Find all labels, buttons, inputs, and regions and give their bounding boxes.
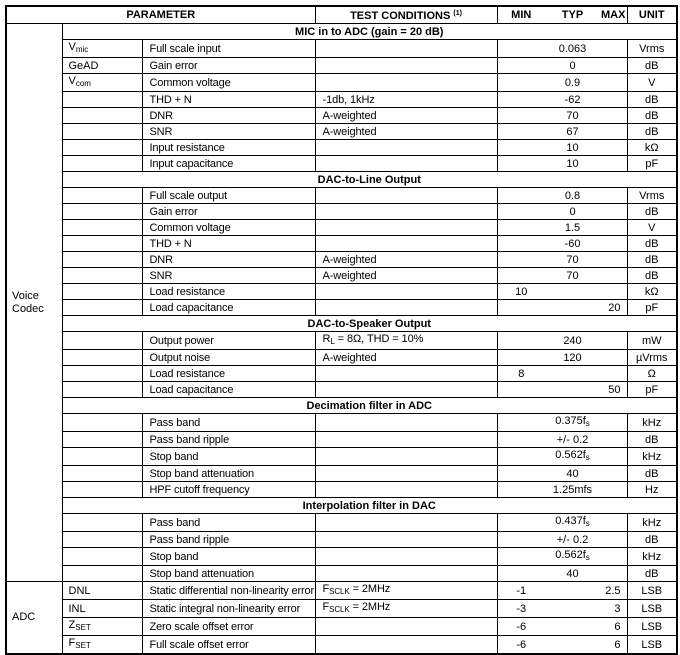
parameter-description: Zero scale offset error bbox=[142, 618, 315, 636]
spec-row bbox=[6, 58, 677, 74]
typ-value: +/- 0.2 bbox=[545, 532, 600, 548]
typ-value: 0.8 bbox=[545, 188, 600, 204]
symbol bbox=[62, 140, 142, 156]
min-value bbox=[497, 432, 545, 448]
section-row bbox=[6, 398, 677, 414]
typ-value: 0.063 bbox=[545, 40, 600, 58]
symbol bbox=[62, 414, 142, 432]
min-value bbox=[497, 382, 545, 398]
col-header-typ: TYP bbox=[545, 6, 600, 24]
symbol: $F_{SET}$ bbox=[62, 636, 142, 655]
unit: dB bbox=[627, 108, 677, 124]
symbol bbox=[62, 108, 142, 124]
min-value: 10 bbox=[497, 284, 545, 300]
min-value: -3 bbox=[497, 600, 545, 618]
spec-row bbox=[6, 252, 677, 268]
typ-value bbox=[545, 618, 600, 636]
max-value: 6 bbox=[600, 618, 627, 636]
symbol bbox=[62, 236, 142, 252]
symbol: DNL bbox=[62, 582, 142, 600]
min-value bbox=[497, 532, 545, 548]
typ-value: 40 bbox=[545, 566, 600, 582]
spec-row bbox=[6, 268, 677, 284]
max-value bbox=[600, 58, 627, 74]
max-value: 2.5 bbox=[600, 582, 627, 600]
test-condition bbox=[315, 220, 497, 236]
symbol bbox=[62, 204, 142, 220]
min-value bbox=[497, 40, 545, 58]
symbol bbox=[62, 448, 142, 466]
section-title: DAC-to-Line Output bbox=[62, 172, 677, 188]
col-header-test-conditions: TEST CONDITIONS $^{(1)}$ bbox=[315, 6, 497, 24]
typ-value: 40 bbox=[545, 466, 600, 482]
max-value bbox=[600, 220, 627, 236]
section-title: Interpolation filter in DAC bbox=[62, 498, 677, 514]
max-value bbox=[600, 108, 627, 124]
spec-row bbox=[6, 600, 677, 618]
spec-row bbox=[6, 350, 677, 366]
parameter-description: Gain error bbox=[142, 204, 315, 220]
min-value bbox=[497, 332, 545, 350]
spec-row bbox=[6, 140, 677, 156]
test-condition bbox=[315, 188, 497, 204]
section-row bbox=[6, 498, 677, 514]
unit: Vrms bbox=[627, 40, 677, 58]
max-value bbox=[600, 156, 627, 172]
test-condition bbox=[315, 432, 497, 448]
symbol bbox=[62, 220, 142, 236]
unit: Ω bbox=[627, 366, 677, 382]
symbol bbox=[62, 268, 142, 284]
min-value: -6 bbox=[497, 618, 545, 636]
parameter-description: Static differential non-linearity error bbox=[142, 582, 315, 600]
symbol bbox=[62, 252, 142, 268]
symbol bbox=[62, 432, 142, 448]
spec-row bbox=[6, 414, 677, 432]
spec-row bbox=[6, 366, 677, 382]
symbol bbox=[62, 532, 142, 548]
symbol: GeAD bbox=[62, 58, 142, 74]
parameter-description: Pass band ripple bbox=[142, 532, 315, 548]
symbol: $V_{mic}$ bbox=[62, 40, 142, 58]
spec-row bbox=[6, 204, 677, 220]
group-label: ADC bbox=[6, 582, 62, 655]
max-value bbox=[600, 532, 627, 548]
unit: dB bbox=[627, 204, 677, 220]
min-value bbox=[497, 204, 545, 220]
test-condition: -1db, 1kHz bbox=[315, 92, 497, 108]
max-value bbox=[600, 350, 627, 366]
parameter-description: Common voltage bbox=[142, 220, 315, 236]
unit: dB bbox=[627, 566, 677, 582]
typ-value bbox=[545, 600, 600, 618]
min-value bbox=[497, 566, 545, 582]
max-value: 20 bbox=[600, 300, 627, 316]
spec-row bbox=[6, 532, 677, 548]
unit: V bbox=[627, 220, 677, 236]
typ-value: 70 bbox=[545, 268, 600, 284]
min-value bbox=[497, 350, 545, 366]
typ-value: $0.562f_s$ bbox=[545, 448, 600, 466]
parameter-description: Stop band bbox=[142, 448, 315, 466]
spec-row bbox=[6, 432, 677, 448]
unit: dB bbox=[627, 466, 677, 482]
spec-row bbox=[6, 582, 677, 600]
typ-value: $0.375f_s$ bbox=[545, 414, 600, 432]
spec-row bbox=[6, 448, 677, 466]
symbol bbox=[62, 300, 142, 316]
unit: Vrms bbox=[627, 188, 677, 204]
unit: kHz bbox=[627, 414, 677, 432]
test-condition bbox=[315, 514, 497, 532]
spec-row bbox=[6, 74, 677, 92]
section-title: MIC in to ADC (gain = 20 dB) bbox=[62, 24, 677, 40]
parameter-description: Full scale output bbox=[142, 188, 315, 204]
parameter-description: Common voltage bbox=[142, 74, 315, 92]
parameter-description: DNR bbox=[142, 108, 315, 124]
test-condition bbox=[315, 466, 497, 482]
max-value bbox=[600, 548, 627, 566]
max-value bbox=[600, 482, 627, 498]
max-value bbox=[600, 466, 627, 482]
col-header-min: MIN bbox=[497, 6, 545, 24]
test-condition bbox=[315, 414, 497, 432]
min-value bbox=[497, 414, 545, 432]
spec-row bbox=[6, 236, 677, 252]
spec-row bbox=[6, 332, 677, 350]
unit: dB bbox=[627, 92, 677, 108]
typ-value: 0 bbox=[545, 58, 600, 74]
spec-row bbox=[6, 284, 677, 300]
parameter-description: Stop band attenuation bbox=[142, 566, 315, 582]
min-value: -1 bbox=[497, 582, 545, 600]
typ-value: 10 bbox=[545, 156, 600, 172]
spec-row bbox=[6, 636, 677, 655]
test-condition bbox=[315, 532, 497, 548]
unit: µVrms bbox=[627, 350, 677, 366]
test-condition bbox=[315, 566, 497, 582]
unit: kHz bbox=[627, 448, 677, 466]
unit: LSB bbox=[627, 582, 677, 600]
spec-row bbox=[6, 188, 677, 204]
unit: LSB bbox=[627, 600, 677, 618]
max-value bbox=[600, 188, 627, 204]
test-condition: $F_{SCLK} = 2MHz$ bbox=[315, 582, 497, 600]
symbol bbox=[62, 284, 142, 300]
min-value bbox=[497, 58, 545, 74]
spec-row bbox=[6, 618, 677, 636]
test-condition bbox=[315, 482, 497, 498]
max-value: 50 bbox=[600, 382, 627, 398]
min-value bbox=[497, 188, 545, 204]
test-condition: A-weighted bbox=[315, 108, 497, 124]
parameter-description: Gain error bbox=[142, 58, 315, 74]
unit: dB bbox=[627, 236, 677, 252]
spec-row bbox=[6, 482, 677, 498]
test-condition: A-weighted bbox=[315, 268, 497, 284]
spec-table-header bbox=[6, 6, 677, 24]
symbol: $V_{com}$ bbox=[62, 74, 142, 92]
parameter-description: Output noise bbox=[142, 350, 315, 366]
min-value bbox=[497, 74, 545, 92]
max-value bbox=[600, 252, 627, 268]
min-value bbox=[497, 548, 545, 566]
parameter-description: Full scale offset error bbox=[142, 636, 315, 655]
min-value bbox=[497, 236, 545, 252]
parameter-description: DNR bbox=[142, 252, 315, 268]
unit: dB bbox=[627, 432, 677, 448]
spec-row bbox=[6, 124, 677, 140]
test-condition bbox=[315, 156, 497, 172]
symbol bbox=[62, 332, 142, 350]
test-condition: A-weighted bbox=[315, 252, 497, 268]
unit: pF bbox=[627, 300, 677, 316]
col-header-max: MAX bbox=[600, 6, 627, 24]
unit: LSB bbox=[627, 636, 677, 655]
test-condition bbox=[315, 366, 497, 382]
symbol bbox=[62, 514, 142, 532]
test-condition bbox=[315, 618, 497, 636]
min-value bbox=[497, 220, 545, 236]
unit: Hz bbox=[627, 482, 677, 498]
unit: kHz bbox=[627, 514, 677, 532]
test-condition: A-weighted bbox=[315, 350, 497, 366]
col-header-parameter: PARAMETER bbox=[6, 6, 315, 24]
symbol: INL bbox=[62, 600, 142, 618]
col-header-unit: UNIT bbox=[627, 6, 677, 24]
unit: pF bbox=[627, 382, 677, 398]
symbol bbox=[62, 382, 142, 398]
test-condition bbox=[315, 204, 497, 220]
min-value bbox=[497, 156, 545, 172]
parameter-description: Load capacitance bbox=[142, 300, 315, 316]
section-title: DAC-to-Speaker Output bbox=[62, 316, 677, 332]
min-value: 8 bbox=[497, 366, 545, 382]
spec-row bbox=[6, 108, 677, 124]
section-row bbox=[6, 316, 677, 332]
min-value bbox=[497, 108, 545, 124]
unit: dB bbox=[627, 124, 677, 140]
max-value bbox=[600, 92, 627, 108]
unit: kΩ bbox=[627, 140, 677, 156]
symbol bbox=[62, 366, 142, 382]
symbol bbox=[62, 482, 142, 498]
unit: dB bbox=[627, 268, 677, 284]
parameter-description: Static integral non-linearity error bbox=[142, 600, 315, 618]
min-value bbox=[497, 252, 545, 268]
unit: dB bbox=[627, 58, 677, 74]
typ-value bbox=[545, 284, 600, 300]
header-row bbox=[6, 6, 677, 24]
symbol bbox=[62, 350, 142, 366]
max-value: 6 bbox=[600, 636, 627, 655]
parameter-description: Full scale input bbox=[142, 40, 315, 58]
test-condition bbox=[315, 636, 497, 655]
test-condition bbox=[315, 74, 497, 92]
parameter-description: Pass band bbox=[142, 414, 315, 432]
min-value bbox=[497, 466, 545, 482]
typ-value: 1.25mfs bbox=[545, 482, 600, 498]
typ-value bbox=[545, 300, 600, 316]
max-value bbox=[600, 124, 627, 140]
typ-value: 10 bbox=[545, 140, 600, 156]
spec-row bbox=[6, 92, 677, 108]
max-value bbox=[600, 204, 627, 220]
symbol bbox=[62, 156, 142, 172]
typ-value bbox=[545, 636, 600, 655]
spec-row bbox=[6, 566, 677, 582]
min-value bbox=[497, 140, 545, 156]
test-condition bbox=[315, 284, 497, 300]
max-value bbox=[600, 332, 627, 350]
typ-value: 1.5 bbox=[545, 220, 600, 236]
max-value bbox=[600, 284, 627, 300]
max-value bbox=[600, 140, 627, 156]
test-condition: A-weighted bbox=[315, 124, 497, 140]
min-value bbox=[497, 482, 545, 498]
max-value bbox=[600, 268, 627, 284]
typ-value bbox=[545, 382, 600, 398]
min-value bbox=[497, 514, 545, 532]
unit: dB bbox=[627, 252, 677, 268]
test-condition bbox=[315, 548, 497, 566]
spec-row bbox=[6, 382, 677, 398]
max-value bbox=[600, 236, 627, 252]
parameter-description: Input resistance bbox=[142, 140, 315, 156]
parameter-description: THD + N bbox=[142, 236, 315, 252]
test-condition bbox=[315, 140, 497, 156]
typ-value: 240 bbox=[545, 332, 600, 350]
max-value bbox=[600, 514, 627, 532]
parameter-description: SNR bbox=[142, 124, 315, 140]
test-condition bbox=[315, 236, 497, 252]
parameter-description: Stop band attenuation bbox=[142, 466, 315, 482]
max-value bbox=[600, 448, 627, 466]
test-condition: $R_L = 8\Omega$, THD = 10% bbox=[315, 332, 497, 350]
min-value bbox=[497, 124, 545, 140]
typ-value: 70 bbox=[545, 252, 600, 268]
min-value bbox=[497, 448, 545, 466]
symbol bbox=[62, 566, 142, 582]
parameter-description: Load resistance bbox=[142, 366, 315, 382]
symbol bbox=[62, 548, 142, 566]
spec-row bbox=[6, 514, 677, 532]
typ-value: -60 bbox=[545, 236, 600, 252]
spec-row bbox=[6, 548, 677, 566]
parameter-description: Load resistance bbox=[142, 284, 315, 300]
unit: V bbox=[627, 74, 677, 92]
unit: dB bbox=[627, 532, 677, 548]
footnote-marker: (1) bbox=[453, 10, 462, 17]
max-value bbox=[600, 566, 627, 582]
typ-value bbox=[545, 582, 600, 600]
section-row bbox=[6, 24, 677, 40]
spec-row bbox=[6, 466, 677, 482]
test-condition bbox=[315, 382, 497, 398]
symbol bbox=[62, 466, 142, 482]
test-condition bbox=[315, 40, 497, 58]
unit: mW bbox=[627, 332, 677, 350]
max-value bbox=[600, 366, 627, 382]
symbol bbox=[62, 92, 142, 108]
typ-value: 120 bbox=[545, 350, 600, 366]
unit: kHz bbox=[627, 548, 677, 566]
spec-row bbox=[6, 40, 677, 58]
spec-row bbox=[6, 156, 677, 172]
typ-value: $0.562f_s$ bbox=[545, 548, 600, 566]
typ-value: $0.437f_s$ bbox=[545, 514, 600, 532]
spec-table bbox=[5, 5, 678, 655]
typ-value bbox=[545, 366, 600, 382]
test-condition: $F_{SCLK} = 2MHz$ bbox=[315, 600, 497, 618]
symbol bbox=[62, 188, 142, 204]
parameter-description: Pass band ripple bbox=[142, 432, 315, 448]
typ-value: +/- 0.2 bbox=[545, 432, 600, 448]
test-condition bbox=[315, 300, 497, 316]
max-value bbox=[600, 414, 627, 432]
group-label: Voice Codec bbox=[6, 24, 62, 582]
spec-table-body bbox=[6, 24, 677, 655]
unit: LSB bbox=[627, 618, 677, 636]
spec-row bbox=[6, 220, 677, 236]
min-value bbox=[497, 268, 545, 284]
symbol: $Z_{SET}$ bbox=[62, 618, 142, 636]
max-value: 3 bbox=[600, 600, 627, 618]
min-value bbox=[497, 92, 545, 108]
typ-value: 70 bbox=[545, 108, 600, 124]
test-condition bbox=[315, 448, 497, 466]
test-condition bbox=[315, 58, 497, 74]
min-value bbox=[497, 300, 545, 316]
spec-row bbox=[6, 300, 677, 316]
typ-value: 67 bbox=[545, 124, 600, 140]
section-title: Decimation filter in ADC bbox=[62, 398, 677, 414]
typ-value: 0 bbox=[545, 204, 600, 220]
max-value bbox=[600, 40, 627, 58]
parameter-description: SNR bbox=[142, 268, 315, 284]
unit: kΩ bbox=[627, 284, 677, 300]
section-row bbox=[6, 172, 677, 188]
typ-value: -62 bbox=[545, 92, 600, 108]
parameter-description: Pass band bbox=[142, 514, 315, 532]
max-value bbox=[600, 432, 627, 448]
parameter-description: HPF cutoff frequency bbox=[142, 482, 315, 498]
parameter-description: Load capacitance bbox=[142, 382, 315, 398]
parameter-description: Stop band bbox=[142, 548, 315, 566]
parameter-description: THD + N bbox=[142, 92, 315, 108]
max-value bbox=[600, 74, 627, 92]
unit: pF bbox=[627, 156, 677, 172]
symbol bbox=[62, 124, 142, 140]
min-value: -6 bbox=[497, 636, 545, 655]
parameter-description: Input capacitance bbox=[142, 156, 315, 172]
typ-value: 0.9 bbox=[545, 74, 600, 92]
parameter-description: Output power bbox=[142, 332, 315, 350]
